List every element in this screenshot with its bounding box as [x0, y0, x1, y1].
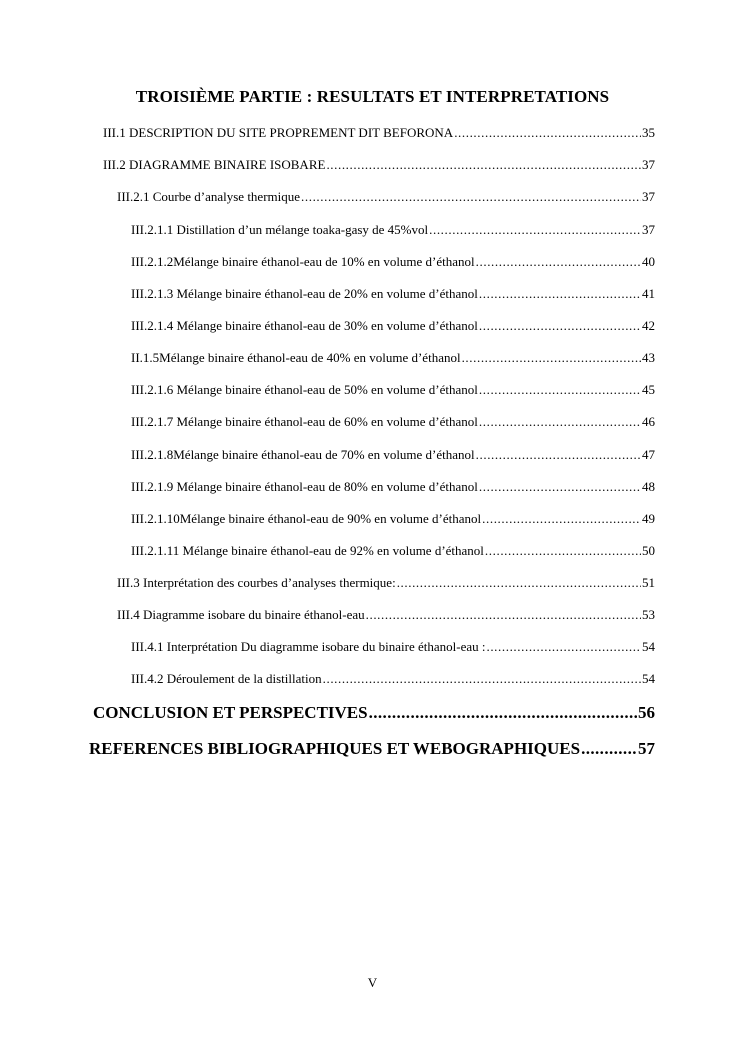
- toc-entry-label: REFERENCES BIBLIOGRAPHIQUES ET WEBOGRAPHIQUES: [89, 739, 581, 758]
- toc-entry-iii-4[interactable]: [117, 607, 655, 623]
- toc-entry-page: 46: [642, 414, 655, 429]
- toc-entry-iii-3[interactable]: [117, 575, 655, 591]
- toc-entry-label: CONCLUSION ET PERSPECTIVES: [93, 703, 368, 722]
- toc-entry-label: III.2.1.10Mélange binaire éthanol-eau de 90% en volume d’éthanol: [131, 511, 482, 526]
- toc-entry-ii-1-5[interactable]: [131, 350, 655, 366]
- toc-entry-page: 45: [642, 382, 655, 397]
- toc-entry-iii-2-1-2[interactable]: [131, 254, 655, 270]
- toc-section-heading: TROISIÈME PARTIE : RESULTATS ET INTERPRETATIONS: [135, 87, 610, 106]
- toc-entry-page: 54: [642, 671, 655, 686]
- dot-leader: [369, 703, 637, 723]
- toc-entry-label: III.2.1.8Mélange binaire éthanol-eau de 70% en volume d’éthanol: [131, 447, 475, 462]
- toc-entry-label: III.2 DIAGRAMME BINAIRE ISOBARE: [103, 157, 326, 172]
- toc-entry-iii-2-1-6[interactable]: [131, 382, 655, 398]
- dot-leader: [486, 639, 641, 655]
- dot-leader: [429, 222, 641, 238]
- dot-leader: [301, 189, 641, 205]
- toc-entry-page: 37: [642, 157, 655, 172]
- toc-entry-label: III.2.1.4 Mélange binaire éthanol-eau de 30% en volume d’éthanol: [131, 318, 478, 333]
- dot-leader: [479, 479, 641, 495]
- dot-leader: [479, 382, 641, 398]
- toc-entry-label: III.2.1.2Mélange binaire éthanol-eau de 10% en volume d’éthanol: [131, 254, 475, 269]
- toc-entry-label: III.4 Diagramme isobare du binaire éthanol-eau: [117, 607, 365, 622]
- dot-leader: [323, 671, 641, 687]
- toc-entry-page: 48: [642, 479, 655, 494]
- toc-entry-references[interactable]: [89, 739, 655, 759]
- toc-entry-page: 40: [642, 254, 655, 269]
- dot-leader: [479, 414, 641, 430]
- toc-entry-label: III.4.1 Interprétation Du diagramme isobare du binaire éthanol-eau :: [131, 639, 486, 654]
- toc-entry-label: III.2.1.6 Mélange binaire éthanol-eau de 50% en volume d’éthanol: [131, 382, 478, 397]
- toc-entry-iii-2-1-11[interactable]: [131, 543, 655, 559]
- toc-entry-label: II.1.5Mélange binaire éthanol-eau de 40% en volume d’éthanol: [131, 350, 461, 365]
- toc-entry-conclusion[interactable]: [93, 703, 655, 723]
- toc-entry-label: III.2.1.9 Mélange binaire éthanol-eau de 80% en volume d’éthanol: [131, 479, 478, 494]
- dot-leader: [485, 543, 641, 559]
- toc-entry-iii-2-1-7[interactable]: [131, 414, 655, 430]
- toc-entry-iii-2-1-9[interactable]: [131, 479, 655, 495]
- dot-leader: [479, 286, 641, 302]
- toc-entry-label: III.2.1.3 Mélange binaire éthanol-eau de 20% en volume d’éthanol: [131, 286, 478, 301]
- toc-entry-iii-2-1-1[interactable]: [131, 222, 655, 238]
- toc-entry-label: III.1 DESCRIPTION DU SITE PROPREMENT DIT BEFORONA: [103, 125, 454, 140]
- toc-entry-iii-1[interactable]: [103, 125, 655, 141]
- dot-leader: [482, 511, 641, 527]
- toc-entry-iii-2-1-10[interactable]: [131, 511, 655, 527]
- dot-leader: [397, 575, 641, 591]
- toc-entry-page: 37: [642, 189, 655, 204]
- dot-leader: [476, 447, 641, 463]
- dot-leader: [454, 125, 641, 141]
- toc-entry-label: III.3 Interprétation des courbes d’analyses thermique:: [117, 575, 396, 590]
- toc-entry-iii-2[interactable]: [103, 157, 655, 173]
- toc-entry-iii-2-1[interactable]: [117, 189, 655, 205]
- dot-leader: [581, 739, 637, 759]
- toc-entry-page: 47: [642, 447, 655, 462]
- toc-entry-label: III.2.1.1 Distillation d’un mélange toaka-gasy de 45%vol: [131, 222, 429, 237]
- dot-leader: [462, 350, 641, 366]
- toc-entry-page: 49: [642, 511, 655, 526]
- toc-entry-iii-4-1[interactable]: [131, 639, 655, 655]
- toc-entry-label: III.4.2 Déroulement de la distillation: [131, 671, 322, 686]
- toc-entry-label: III.2.1 Courbe d’analyse thermique: [117, 189, 301, 204]
- dot-leader: [326, 157, 641, 173]
- toc-entry-page: 53: [642, 607, 655, 622]
- toc-entry-label: III.2.1.7 Mélange binaire éthanol-eau de 60% en volume d’éthanol: [131, 414, 478, 429]
- dot-leader: [476, 254, 641, 270]
- dot-leader: [479, 318, 641, 334]
- toc-entry-iii-4-2[interactable]: [131, 671, 655, 687]
- toc-entry-page: 57: [638, 739, 655, 758]
- toc-entry-iii-2-1-3[interactable]: [131, 286, 655, 302]
- toc-entry-page: 51: [642, 575, 655, 590]
- toc-entry-page: 50: [642, 543, 655, 558]
- dot-leader: [366, 607, 641, 623]
- toc-entry-page: 43: [642, 350, 655, 365]
- toc-entry-page: 54: [642, 639, 655, 654]
- toc-entry-page: 56: [638, 703, 655, 722]
- toc-entry-label: III.2.1.11 Mélange binaire éthanol-eau de 92% en volume d’éthanol: [131, 543, 484, 558]
- toc-entry-iii-2-1-8[interactable]: [131, 447, 655, 463]
- toc-entry-page: 42: [642, 318, 655, 333]
- toc-entry-page: 37: [642, 222, 655, 237]
- page-number: V: [367, 975, 378, 990]
- toc-entry-page: 35: [642, 125, 655, 140]
- toc-entry-page: 41: [642, 286, 655, 301]
- toc-entry-iii-2-1-4[interactable]: [131, 318, 655, 334]
